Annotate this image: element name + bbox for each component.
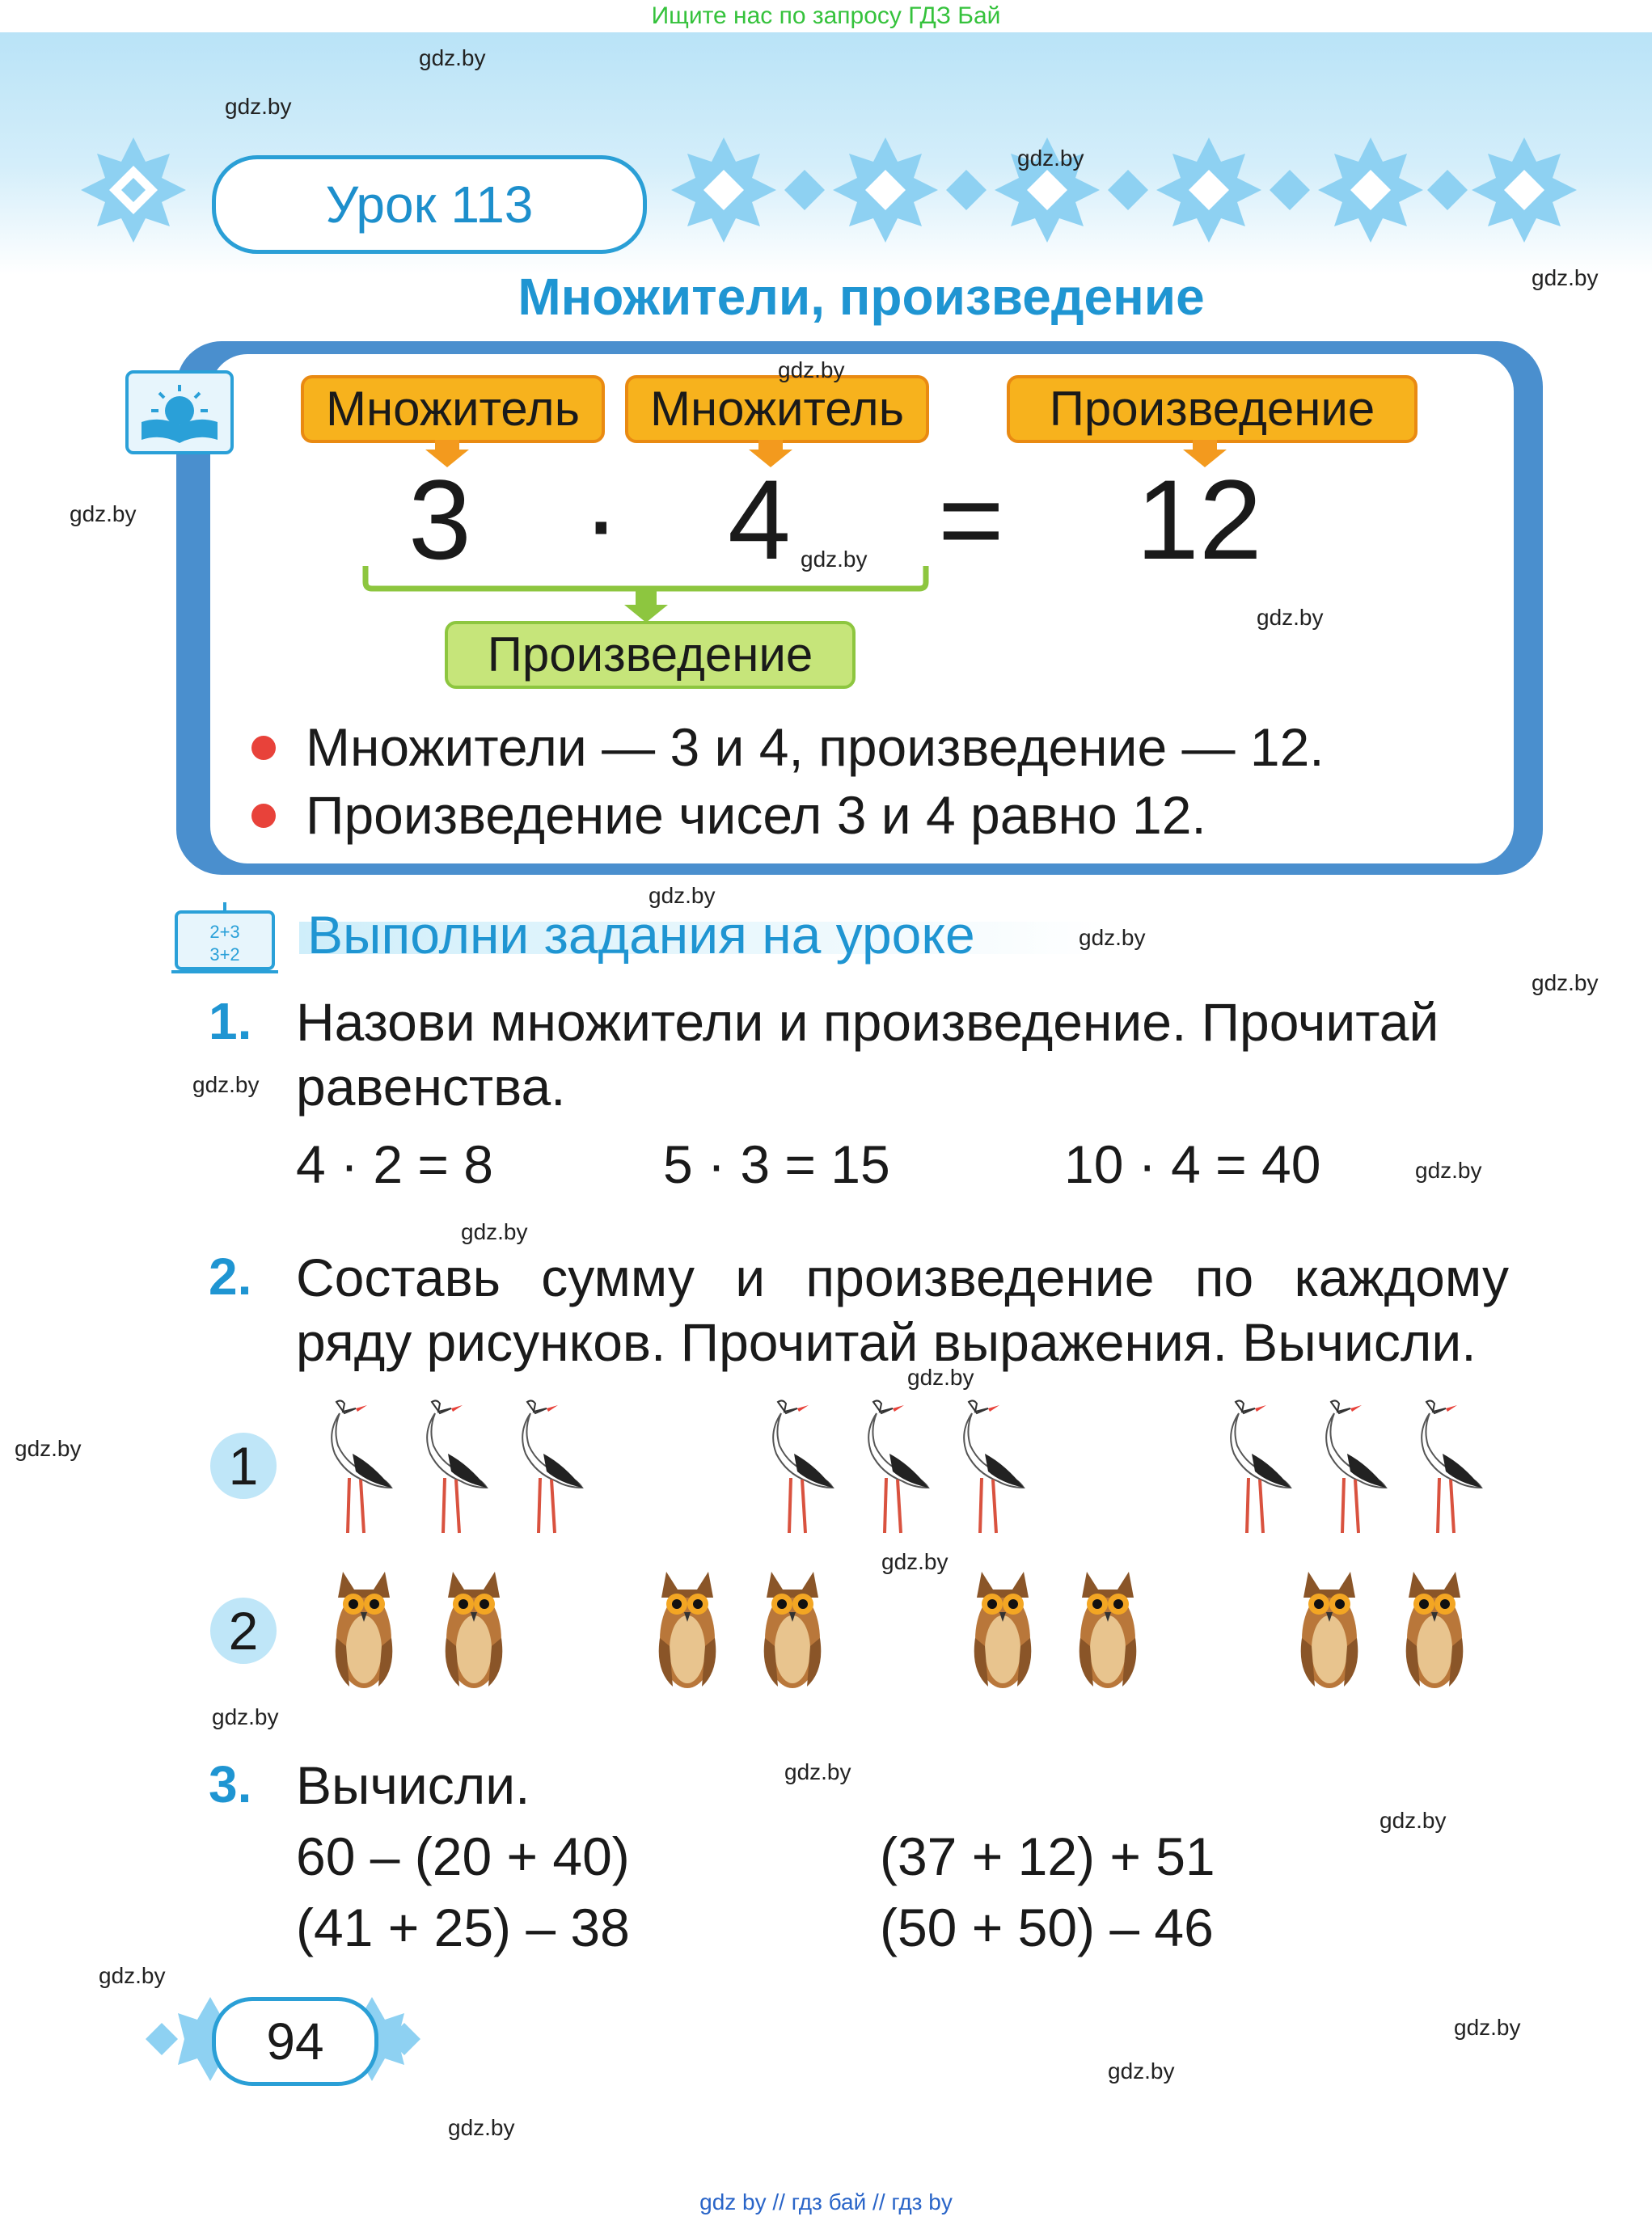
page-number: 94 (212, 1997, 378, 2086)
watermark: gdz.by (1017, 146, 1084, 171)
lesson-label: Урок 113 (212, 155, 647, 254)
bullet-dot (251, 804, 276, 828)
watermark: gdz.by (1532, 970, 1599, 995)
stork-row (332, 1400, 1481, 1533)
task-1-expression-2: 5 · 3 = 15 (663, 1134, 890, 1194)
task-1-expression-3: 10 · 4 = 40 (1064, 1134, 1321, 1194)
bullet-dot (251, 736, 276, 760)
rule-bullet-1: Множители — 3 и 4, произведение — 12. (306, 717, 1325, 777)
label-product-bottom: Произведение (445, 621, 856, 689)
watermark: gdz.by (784, 1759, 851, 1784)
equals-sign: = (938, 456, 1004, 583)
task-2-text-line-1: Составь сумму и произведение по каждому (296, 1248, 1509, 1307)
task-3-expression-3: (41 + 25) – 38 (296, 1898, 630, 1957)
watermark: gdz.by (1108, 2058, 1175, 2084)
footer-links[interactable]: gdz by // гдз бай // гдз by (699, 2189, 953, 2214)
label-product-top: Произведение (1007, 375, 1418, 443)
watermark: gdz.by (881, 1549, 949, 1574)
task-3-expression-2: (37 + 12) + 51 (880, 1826, 1215, 1886)
label-factor-1: Множитель (301, 375, 605, 443)
rule-bullet-2: Произведение чисел 3 и 4 равно 12. (306, 785, 1206, 845)
watermark: gdz.by (1454, 2015, 1521, 2040)
section-heading: Выполни задания на уроке (307, 905, 975, 965)
watermark: gdz.by (225, 94, 292, 119)
task-2-number: 2. (209, 1248, 252, 1306)
watermark: gdz.by (419, 45, 486, 70)
task-3-expression-4: (50 + 50) – 46 (880, 1898, 1214, 1957)
task-2-text-line-2: ряду рисунков. Прочитай выражения. Вычисли. (296, 1312, 1477, 1372)
watermark: gdz.by (1079, 925, 1146, 950)
watermark: gdz.by (212, 1704, 279, 1729)
top-banner[interactable]: Ищите нас по запросу ГДЗ Бай (651, 2, 1001, 29)
task-1-expression-1: 4 · 2 = 8 (296, 1134, 493, 1194)
watermark: gdz.by (461, 1219, 528, 1244)
watermark: gdz.by (649, 883, 716, 908)
board-line-2: 3+2 (209, 944, 240, 965)
task-3-number: 3. (209, 1755, 252, 1813)
task-1-text-line-1: Назови множители и произведение. Прочитай (296, 992, 1439, 1052)
watermark: gdz.by (1257, 605, 1324, 630)
watermark: gdz.by (448, 2115, 515, 2140)
board-icon (171, 901, 278, 975)
owl-row (336, 1572, 1464, 1688)
watermark: gdz.by (192, 1072, 260, 1097)
watermark: gdz.by (778, 357, 845, 382)
watermark: gdz.by (801, 547, 868, 572)
watermark: gdz.by (99, 1963, 166, 1988)
watermark: gdz.by (1532, 265, 1599, 290)
board-line-1: 2+3 (209, 922, 240, 942)
watermark: gdz.by (1379, 1808, 1447, 1833)
watermark: gdz.by (907, 1365, 974, 1390)
label-factor-2: Множитель (625, 375, 929, 443)
multiply-dot: · (582, 456, 620, 583)
task-1-text-line-2: равенства. (296, 1057, 566, 1117)
row-1-badge: 1 (210, 1433, 277, 1499)
factor-b: 4 (728, 456, 791, 583)
task-1-number: 1. (209, 992, 252, 1050)
factor-a: 3 (408, 456, 471, 583)
task-2-pictures (0, 1374, 1652, 1714)
task-3-expression-1: 60 – (20 + 40) (296, 1826, 630, 1886)
product-value: 12 (1136, 456, 1262, 583)
watermark: gdz.by (1415, 1158, 1482, 1183)
topic-title: Множители, произведение (518, 268, 1205, 326)
task-3-text: Вычисли. (296, 1755, 530, 1815)
watermark: gdz.by (15, 1436, 82, 1461)
row-2-badge: 2 (210, 1598, 277, 1664)
watermark: gdz.by (70, 501, 137, 526)
